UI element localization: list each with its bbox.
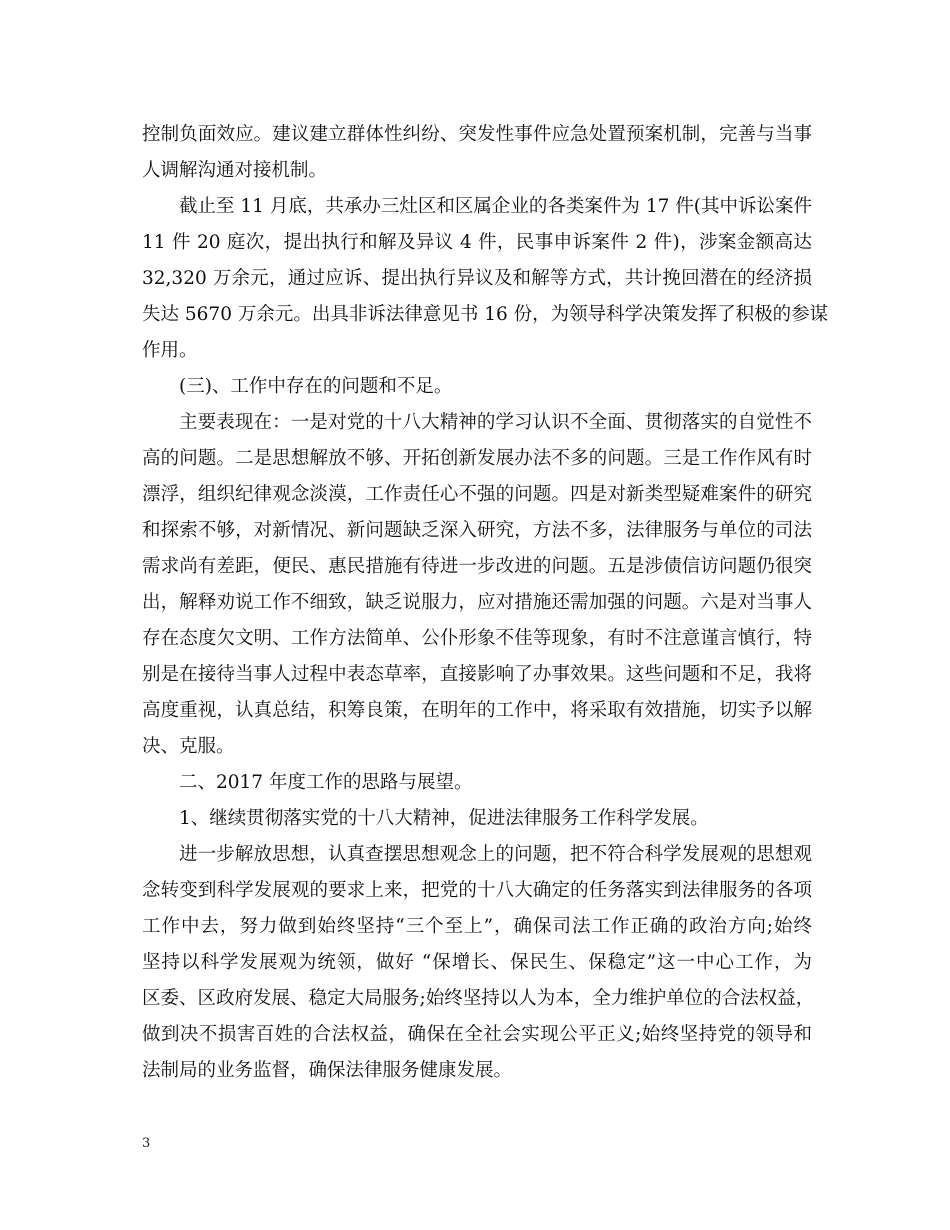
body-text-line: 别是在接待当事人过程中表态草率，直接影响了办事效果。这些问题和不足，我将 <box>142 664 812 685</box>
body-text-line: 法制局的业务监督，确保法律服务健康发展。 <box>142 1060 513 1081</box>
body-text-line: 截止至 11 月底，共承办三灶区和区属企业的各类案件为 17 件(其中诉讼案件 <box>179 196 812 217</box>
body-text-line: 进一步解放思想，认真查摆思想观念上的问题，把不符合科学发展观的思想观 <box>179 844 812 865</box>
body-text-line: 32,320 万余元，通过应诉、提出执行异议及和解等方式，共计挽回潜在的经济损 <box>142 268 812 289</box>
page-number: 3 <box>142 1136 151 1151</box>
body-text-line: 作用。 <box>142 340 198 361</box>
body-text-line: 漂浮，组织纪律观念淡漠，工作责任心不强的问题。四是对新类型疑难案件的研究 <box>142 484 812 505</box>
body-text-line: 高的问题。二是思想解放不够、开拓创新发展办法不多的问题。三是工作作风有时 <box>142 448 812 469</box>
body-text-line: 工作中去，努力做到始终坚持“三个至上”，确保司法工作正确的政治方向;始终 <box>142 916 812 937</box>
section-heading: (三)、工作中存在的问题和不足。 <box>179 376 453 397</box>
body-text-line: 需求尚有差距，便民、惠民措施有待进一步改进的问题。五是涉债信访问题仍很突 <box>142 556 812 577</box>
body-text-line: 11 件 20 庭次，提出执行和解及异议 4 件，民事申诉案件 2 件)，涉案金额高达 <box>142 232 812 253</box>
body-text-line: 存在态度欠文明、工作方法简单、公仆形象不佳等现象，有时不注意谨言慎行，特 <box>142 628 812 649</box>
body-text-line: 和探索不够，对新情况、新问题缺乏深入研究，方法不多，法律服务与单位的司法 <box>142 520 812 541</box>
body-text-line: 坚持以科学发展观为统领，做好 “保增长、保民生、保稳定”这一中心工作，为 <box>142 952 812 973</box>
subsection-heading: 1、继续贯彻落实党的十八大精神，促进法律服务工作科学发展。 <box>179 808 709 829</box>
section-heading: 二、2017 年度工作的思路与展望。 <box>179 772 473 793</box>
body-text-line: 人调解沟通对接机制。 <box>142 160 328 181</box>
body-text-line: 念转变到科学发展观的要求上来，把党的十八大确定的任务落实到法律服务的各项 <box>142 880 812 901</box>
body-text-line: 出，解释劝说工作不细致，缺乏说服力，应对措施还需加强的问题。六是对当事人 <box>142 592 812 613</box>
body-text-line: 做到决不损害百姓的合法权益，确保在全社会实现公平正义;始终坚持党的领导和 <box>142 1024 812 1045</box>
body-text-line: 区委、区政府发展、稳定大局服务;始终坚持以人为本，全力维护单位的合法权益， <box>142 988 815 1009</box>
body-text-line: 控制负面效应。建议建立群体性纠纷、突发性事件应急处置预案机制，完善与当事 <box>142 124 812 145</box>
body-text-line: 主要表现在：一是对党的十八大精神的学习认识不全面、贯彻落实的自觉性不 <box>179 412 812 433</box>
body-text-line: 决、克服。 <box>142 736 235 757</box>
body-text-line: 失达 5670 万余元。出具非诉法律意见书 16 份，为领导科学决策发挥了积极的参谋 <box>142 304 829 325</box>
body-text-line: 高度重视，认真总结，积筹良策，在明年的工作中，将采取有效措施，切实予以解 <box>142 700 812 721</box>
